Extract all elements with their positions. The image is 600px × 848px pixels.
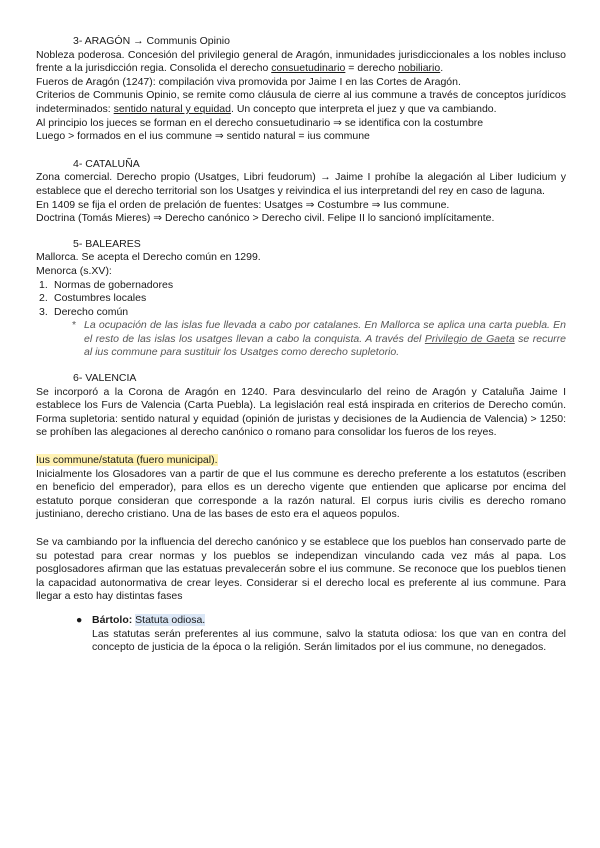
bullet-icon: ● (76, 613, 83, 626)
bartolo-body: Las statutas serán preferentes al ius commune, salvo la statuta odiosa: los que van en contra del concepto de justicia de la época o la religión. Serán limitados por el ius commune, no denegados. (92, 627, 566, 654)
aragon-paragraph-2: Fueros de Aragón (1247): compilación viva promovida por Jaime I en las Cortes de Aragón. (36, 75, 461, 88)
section-title-cataluna: 4- CATALUÑA (73, 157, 140, 170)
baleares-paragraph-1: Mallorca. Se acepta el Derecho común en 1299. (36, 251, 261, 264)
aragon-paragraph-3: Criterios de Communis Opinio, se remite como cláusula de cierre al ius commune a través de conceptos jurídicos indeterminados: sentido natural y equidad. Un concepto que interpreta el juez y que va cambiando. (36, 89, 566, 115)
statuta-odiosa-tag: Statuta odiosa. (135, 613, 206, 626)
statuta-paragraph-2: Se va cambiando por la influencia del derecho canónico y se establece que los pueblos han conservado parte de su potestad para crear normas y los pueblos se independizan vinculando cada vez más al papa. Los posglosadores afirman que las estatuas prevalecerán sobre el ius commune. Se reconoce que los pueblos tienen la capacidad autonormativa de crear leyes. Considerar si el derecho local es preferente al ius commune. Para llegar a esto hay distintas fases (36, 536, 566, 603)
underlined-privilegio-gaeta: Privilegio de Gaeta (424, 332, 515, 345)
list-item: 2. Costumbres locales (39, 292, 147, 305)
document-page (36, 35, 566, 655)
menorca-sources-list (36, 279, 566, 320)
baleares-note: * La ocupación de las islas fue llevada a cabo por catalanes. En Mallorca se aplica una carta puebla. En el resto de las islas los usatges llevan a cabo la conquista. A través del Privilegio de Gaeta se recurre al ius commune para sustituir los Usatges como derecho supletorio. (72, 319, 567, 359)
list-item: 3. Derecho común (39, 305, 129, 318)
list-item: 1. Normas de gobernadores (39, 278, 174, 291)
bartolo-label: Bártolo: (92, 613, 133, 626)
cataluna-paragraph-2: En 1409 se fija el orden de prelación de fuentes: Usatges ⇒ Costumbre ⇒ Ius commune. (36, 198, 450, 211)
statuta-heading: Ius commune/statuta (fuero municipal). (36, 454, 218, 467)
bartolo-bullet (36, 614, 566, 628)
aragon-paragraph-4: Al principio los jueces se forman en el derecho consuetudinario ⇒ se identifica con la costumbre (36, 116, 484, 129)
underlined-consuetudinario: consuetudinario (271, 62, 346, 75)
underlined-sentido-natural: sentido natural y equidad (113, 102, 231, 115)
section-title-aragon: 3- ARAGÓN → Communis Opinio (73, 35, 230, 47)
cataluna-paragraph-3: Doctrina (Tomás Mieres) ⇒ Derecho canónico > Derecho civil. Felipe II lo sancionó implícitamente. (36, 212, 495, 225)
section-title-baleares: 5- BALEARES (73, 237, 141, 250)
aragon-paragraph-5: Luego > formados en el ius commune ⇒ sentido natural = ius commune (36, 130, 370, 143)
valencia-paragraph-1: Se incorporó a la Corona de Aragón en 1240. Para desvincularlo del reino de Aragón y Cataluña Jaime I establece los Furs de Valencia (Carta Puebla). La legislación real está inspirada en criterios de Derecho común. Forma supletoria: sentido natural y equidad (opinión de juristas y decisiones de la Audiencia de Valencia) > 1250: se prohíben las alegaciones al derecho canónico o romano para consolidar los fueros de los reyes. (36, 385, 566, 439)
baleares-paragraph-2: Menorca (s.XV): (36, 264, 112, 277)
aragon-paragraph-1: Nobleza poderosa. Concesión del privilegio general de Aragón, inmunidades jurisdiccionales a los nobles incluso frente a la jurisdicción regia. Consolida el derecho consuetudinario = derecho nobiliario. (36, 48, 566, 75)
statuta-paragraph-1: Inicialmente los Glosadores van a partir de que el Ius commune es derecho preferente a los estatutos (escriben en beneficio del emperador), para ellos es un derecho vigente que entienden que aplicarse por encima del estatuto porque consideran que corresponde a la razón natural. El corpus iuris civilis es derecho romano justiniano, derecho cristiano. Una de las bases de esto era el aqueos populos. (36, 467, 566, 521)
section-title-valencia: 6- VALENCIA (73, 372, 137, 385)
asterisk-icon: * (72, 319, 77, 332)
cataluna-paragraph-1: Zona comercial. Derecho propio (Usatges, Libri feudorum) → Jaime I prohíbe la alegación al Liber Iudicium y establece que el derecho territorial son los Usatges y reivindica el ius interpretandi del rey en caso de laguna. (36, 171, 566, 197)
underlined-nobiliario: nobiliario (398, 62, 441, 75)
